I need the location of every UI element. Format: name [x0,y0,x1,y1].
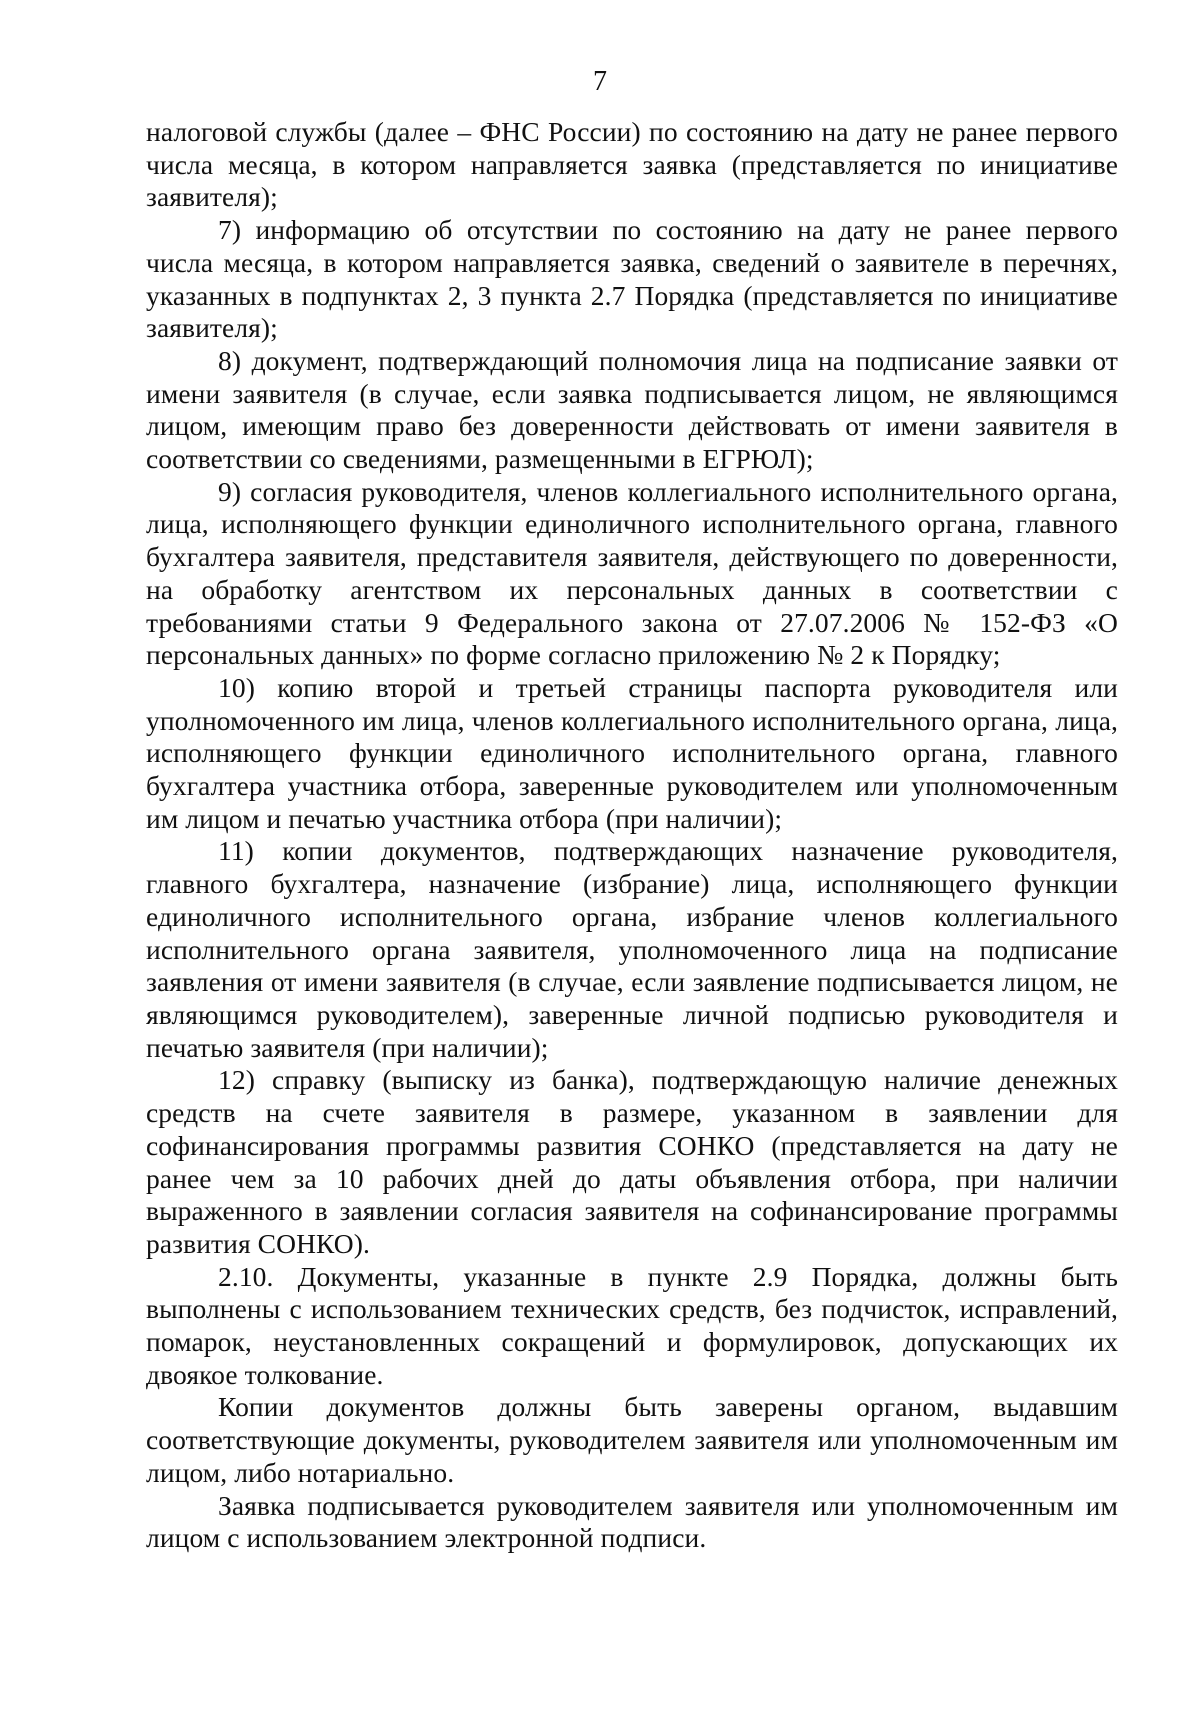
paragraph-continuation-item-6: налоговой службы (далее – ФНС России) по состоянию на дату не ранее первого числа месяца, в котором направляется заявка (представляется по инициативе заявителя); [146,116,1118,213]
document-body [146,116,1118,1555]
paragraph-item-9: 9) согласия руководителя, членов коллегиального исполнительного органа, лица, исполняющего функции единоличного исполнительного органа, главного бухгалтера заявителя, представителя заявителя, действующего по доверенности, на обработку агентством их персональных данных в соответствии с требованиями статьи 9 Федерального закона от 27.07.2006 № 152-ФЗ «О персональных данных» по форме согласно приложению № 2 к Порядку; [146,475,1118,671]
paragraph-item-8: 8) документ, подтверждающий полномочия лица на подписание заявки от имени заявителя (в случае, если заявка подписывается лицом, не являющимся лицом, имеющим право без доверенности действовать от имени заявителя в соответствии со сведениями, размещенными в ЕГРЮЛ); [146,344,1118,475]
paragraph-item-10: 10) копию второй и третьей страницы паспорта руководителя или уполномоченного им лица, членов коллегиального исполнительного органа, лица, исполняющего функции единоличного исполнительного органа, главного бухгалтера участника отбора, заверенные руководителем или уполномоченным им лицом и печатью участника отбора (при наличии); [146,671,1118,834]
page-number: 7 [593,66,607,97]
paragraph-electronic-signature: Заявка подписывается руководителем заявителя или уполномоченным им лицом с использованием электронной подписи. [146,1489,1118,1554]
paragraph-item-7: 7) информацию об отсутствии по состоянию на дату не ранее первого числа месяца, в котором направляется заявка, сведений о заявителе в перечнях, указанных в подпунктах 2, 3 пункта 2.7 Порядка (представляется по инициативе заявителя); [146,214,1118,344]
paragraph-clause-2-10: 2.10. Документы, указанные в пункте 2.9 Порядка, должны быть выполнены с использованием технических средств, без подчисток, исправлений, помарок, неустановленных сокращений и формулировок, допускающих их двоякое толкование. [146,1260,1118,1390]
paragraph-copies-certification: Копии документов должны быть заверены органом, выдавшим соответствующие документы, руководителем заявителя или уполномоченным им лицом, либо нотариально. [146,1391,1118,1488]
paragraph-item-12: 12) справку (выписку из банка), подтверждающую наличие денежных средств на счете заявителя в размере, указанном в заявлении для софинансирования программы развития СОНКО (представляется на дату не ранее чем за 10 рабочих дней до даты объявления отбора, при наличии выраженного в заявлении согласия заявителя на софинансирование программы развития СОНКО). [146,1064,1118,1259]
paragraph-item-11: 11) копии документов, подтверждающих назначение руководителя, главного бухгалтера, назначение (избрание) лица, исполняющего функции единоличного исполнительного органа, избрание членов коллегиального исполнительного органа заявителя, уполномоченного лица на подписание заявления от имени заявителя (в случае, если заявление подписывается лицом, не являющимся руководителем), заверенные личной подписью руководителя и печатью заявителя (при наличии); [146,835,1118,1063]
